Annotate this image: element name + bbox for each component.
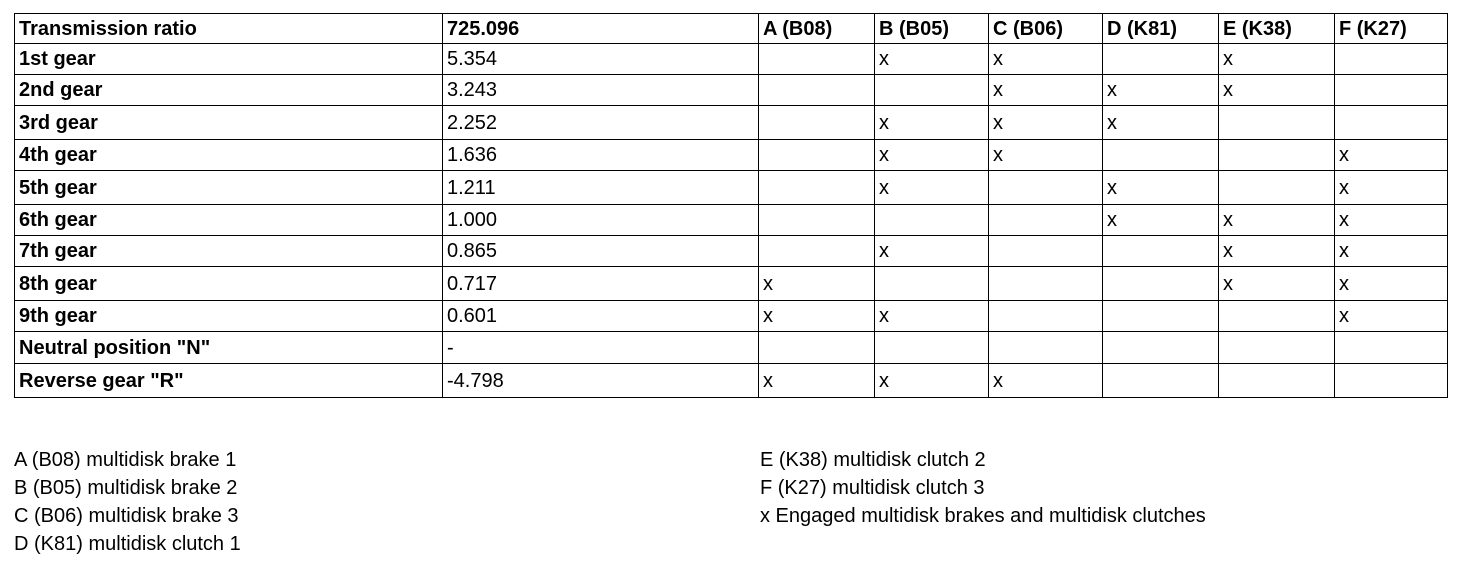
engagement-mark: [1219, 171, 1335, 205]
engagement-mark: x: [875, 171, 989, 205]
header-c-b06: C (B06): [989, 14, 1103, 44]
engagement-mark: [875, 332, 989, 364]
engagement-mark: x: [875, 364, 989, 398]
engagement-mark: x: [989, 364, 1103, 398]
table-row: [15, 140, 1448, 171]
engagement-mark: [1103, 332, 1219, 364]
engagement-mark: x: [989, 44, 1103, 75]
engagement-mark: x: [1103, 106, 1219, 140]
engagement-mark: [1335, 364, 1448, 398]
table-row: [15, 332, 1448, 364]
header-f-k27: F (K27): [1335, 14, 1448, 44]
gear-ratio: 0.717: [443, 267, 759, 301]
gear-ratio: 0.601: [443, 301, 759, 332]
header-e-k38: E (K38): [1219, 14, 1335, 44]
table-row: [15, 44, 1448, 75]
gear-label: 6th gear: [15, 205, 443, 236]
table-row: [15, 301, 1448, 332]
header-d-k81: D (K81): [1103, 14, 1219, 44]
gear-label: Neutral position "N": [15, 332, 443, 364]
engagement-mark: x: [989, 106, 1103, 140]
legend-right: [760, 446, 1206, 530]
engagement-mark: [1103, 236, 1219, 267]
engagement-mark: [1103, 301, 1219, 332]
gear-ratio: 0.865: [443, 236, 759, 267]
engagement-mark: [1219, 332, 1335, 364]
gear-ratio: 1.000: [443, 205, 759, 236]
engagement-mark: [875, 75, 989, 106]
engagement-mark: [989, 301, 1103, 332]
gear-ratio: 3.243: [443, 75, 759, 106]
engagement-mark: [1103, 140, 1219, 171]
engagement-mark: x: [989, 75, 1103, 106]
header-a-b08: A (B08): [759, 14, 875, 44]
engagement-mark: x: [1103, 171, 1219, 205]
engagement-mark: x: [1335, 301, 1448, 332]
gear-label: 1st gear: [15, 44, 443, 75]
gear-label: 5th gear: [15, 171, 443, 205]
engagement-mark: [1219, 140, 1335, 171]
gear-ratio: 2.252: [443, 106, 759, 140]
engagement-mark: x: [759, 364, 875, 398]
engagement-mark: x: [759, 267, 875, 301]
table-row: [15, 106, 1448, 140]
engagement-mark: x: [1335, 140, 1448, 171]
engagement-mark: [1335, 106, 1448, 140]
legend-item-c: C (B06) multidisk brake 3: [14, 505, 239, 527]
engagement-mark: [1335, 332, 1448, 364]
engagement-mark: x: [1219, 205, 1335, 236]
gear-ratio: 5.354: [443, 44, 759, 75]
engagement-mark: x: [875, 106, 989, 140]
engagement-mark: x: [989, 140, 1103, 171]
engagement-mark: [759, 106, 875, 140]
engagement-mark: x: [875, 236, 989, 267]
engagement-mark: x: [1335, 205, 1448, 236]
legend-item-x: x Engaged multidisk brakes and multidisk clutches: [760, 505, 1206, 527]
gear-label: 2nd gear: [15, 75, 443, 106]
table-row: [15, 75, 1448, 106]
engagement-mark: [1335, 44, 1448, 75]
engagement-mark: [989, 171, 1103, 205]
engagement-mark: [759, 75, 875, 106]
legend-item-e: E (K38) multidisk clutch 2: [760, 449, 986, 471]
gear-ratio: 1.636: [443, 140, 759, 171]
engagement-mark: [1335, 75, 1448, 106]
engagement-mark: [1103, 267, 1219, 301]
legend-left: [14, 446, 241, 558]
engagement-mark: x: [875, 44, 989, 75]
engagement-mark: x: [875, 301, 989, 332]
legend-item-f: F (K27) multidisk clutch 3: [760, 477, 985, 499]
gear-label: 8th gear: [15, 267, 443, 301]
engagement-mark: [1219, 301, 1335, 332]
gear-label: 3rd gear: [15, 106, 443, 140]
engagement-mark: x: [1219, 44, 1335, 75]
gear-label: Reverse gear "R": [15, 364, 443, 398]
engagement-mark: [989, 332, 1103, 364]
engagement-mark: [1219, 364, 1335, 398]
engagement-mark: [875, 205, 989, 236]
gear-ratio-table: [14, 13, 1448, 398]
header-transmission-ratio: Transmission ratio: [15, 14, 443, 44]
engagement-mark: x: [1335, 267, 1448, 301]
engagement-mark: [759, 205, 875, 236]
gear-label: 9th gear: [15, 301, 443, 332]
engagement-mark: x: [1335, 236, 1448, 267]
table-row: [15, 267, 1448, 301]
engagement-mark: x: [1103, 205, 1219, 236]
engagement-mark: [759, 44, 875, 75]
engagement-mark: x: [1219, 75, 1335, 106]
gear-label: 4th gear: [15, 140, 443, 171]
engagement-mark: [1103, 364, 1219, 398]
engagement-mark: [1219, 106, 1335, 140]
engagement-mark: [875, 267, 989, 301]
table-row: [15, 171, 1448, 205]
table-header-row: [15, 14, 1448, 44]
gear-ratio: 1.211: [443, 171, 759, 205]
engagement-mark: [759, 171, 875, 205]
header-b-b05: B (B05): [875, 14, 989, 44]
engagement-mark: [989, 267, 1103, 301]
legend-item-a: A (B08) multidisk brake 1: [14, 449, 237, 471]
engagement-mark: [759, 140, 875, 171]
table-row: [15, 364, 1448, 398]
legend-item-d: D (K81) multidisk clutch 1: [14, 533, 241, 555]
engagement-mark: x: [875, 140, 989, 171]
engagement-mark: [989, 205, 1103, 236]
engagement-mark: [759, 332, 875, 364]
gear-ratio: -: [443, 332, 759, 364]
table-body: [15, 44, 1448, 398]
engagement-mark: x: [1219, 267, 1335, 301]
engagement-mark: x: [1219, 236, 1335, 267]
gear-label: 7th gear: [15, 236, 443, 267]
engagement-mark: x: [1103, 75, 1219, 106]
engagement-mark: [759, 236, 875, 267]
engagement-mark: x: [759, 301, 875, 332]
gear-ratio: -4.798: [443, 364, 759, 398]
engagement-mark: x: [1335, 171, 1448, 205]
legend-item-b: B (B05) multidisk brake 2: [14, 477, 238, 499]
engagement-mark: [1103, 44, 1219, 75]
engagement-mark: [989, 236, 1103, 267]
table-row: [15, 205, 1448, 236]
header-model: 725.096: [443, 14, 759, 44]
table-row: [15, 236, 1448, 267]
